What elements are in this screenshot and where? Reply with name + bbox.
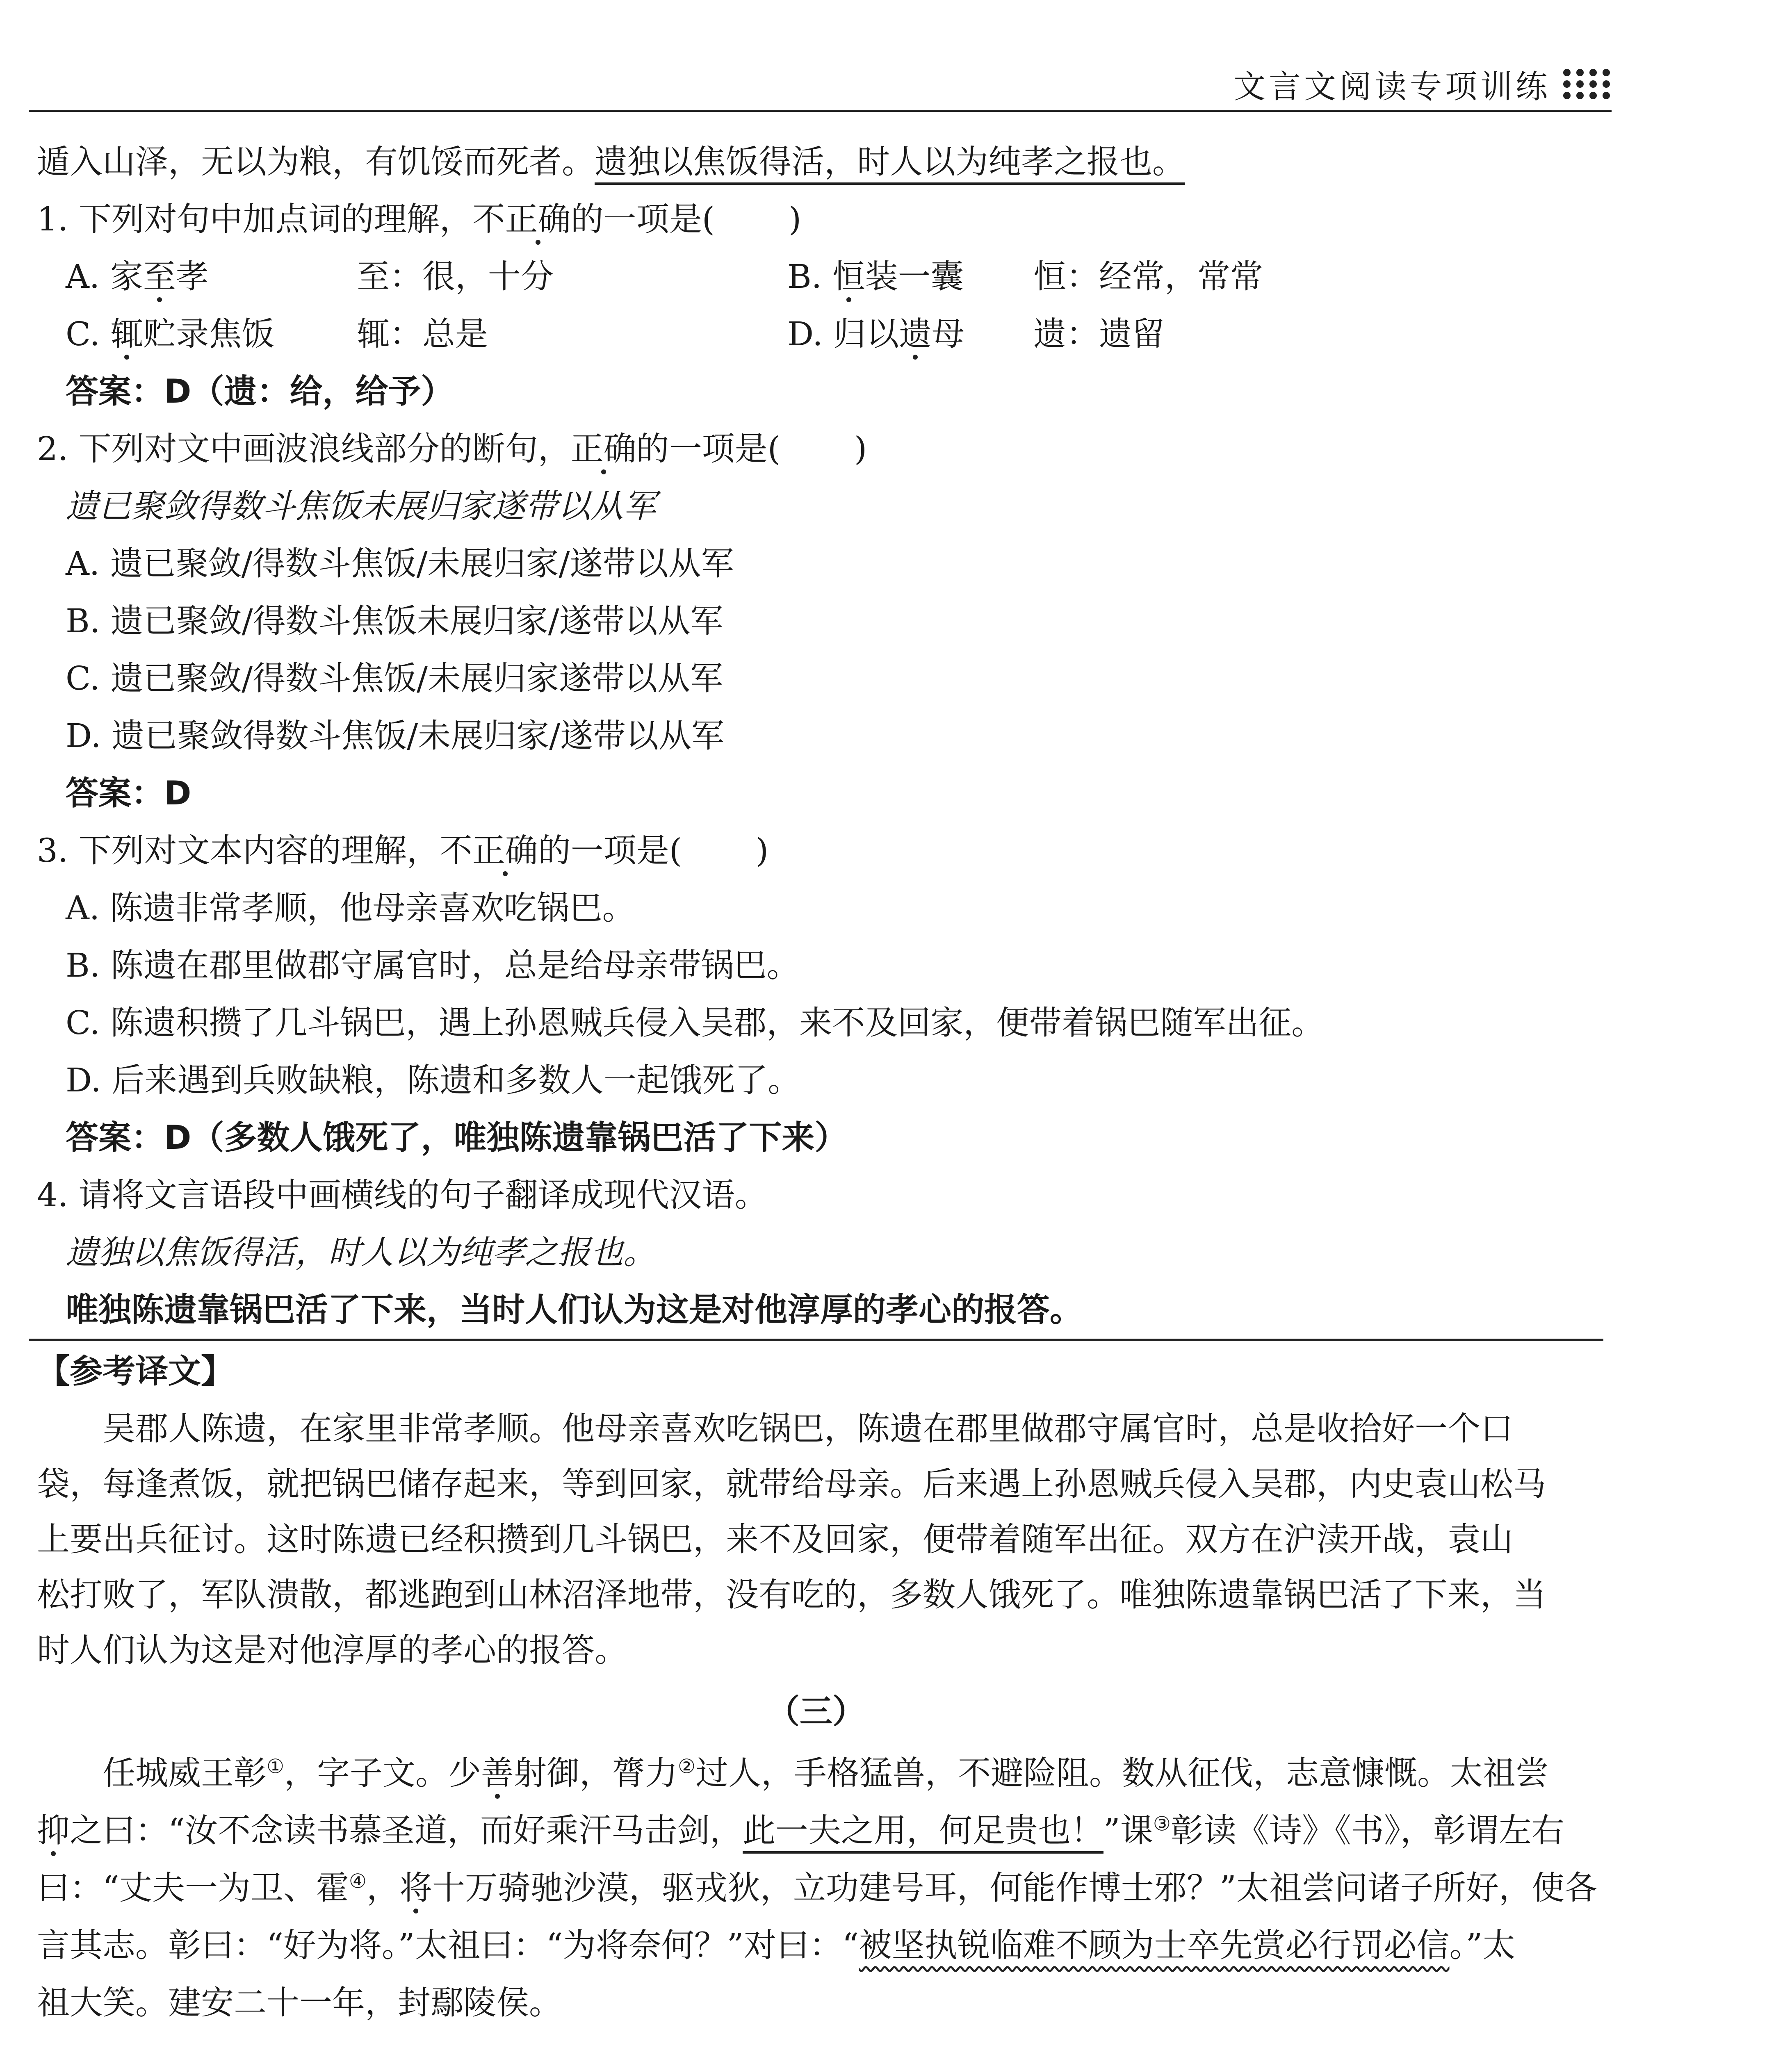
answer-q2: 答案：D — [66, 774, 192, 812]
passage-tail — [37, 139, 1185, 184]
translation-line: 上要出兵征讨。这时陈遗已经积攒到几斗锅巴，来不及回家，便带着随军出征。双方在沪渎开战，袁山 — [37, 1520, 1513, 1558]
option-c-explanation: 辄：总是 — [357, 315, 488, 353]
translation-line: 吴郡人陈遗，在家里非常孝顺。他母亲喜欢吃锅巴，陈遗在郡里做郡守属官时，总是收拾好一个口 — [103, 1410, 1513, 1448]
wavy-underlined-sentence: 被坚执锐临难不顾为士卒先赏必行罚必信 — [859, 1926, 1450, 1964]
section-title: （三） — [767, 1692, 865, 1731]
page-header — [1233, 61, 1612, 107]
option-a: A. 家至孝 — [66, 257, 209, 296]
option-b: B. 恒装一囊 — [787, 257, 964, 296]
section-divider — [29, 1339, 1603, 1341]
question-3-stem: 3. 下列对文本内容的理解，不正确的一项是( ) — [37, 831, 769, 870]
option-c: C. 辄贮录焦饭 — [66, 315, 275, 353]
translation-line: 袋，每逢煮饭，就把锅巴储存起来，等到回家，就带给母亲。后来遇上孙恩贼兵侵入吴郡，内史袁山松马 — [37, 1465, 1546, 1503]
answer-q4: 唯独陈遗靠锅巴活了下来，当时人们认为这是对他淳厚的孝心的报答。 — [66, 1291, 1083, 1329]
passage-text: 遁入山泽，无以为粮，有饥馁而死者。 — [37, 143, 595, 181]
question-2-sentence: 遗已聚敛得数斗焦饭未展归家遂带以从军 — [66, 487, 656, 525]
option-c: C. 陈遗积攒了几斗锅巴，遇上孙恩贼兵侵入吴郡，来不及回家，便带着锅巴随军出征。 — [66, 1004, 1325, 1042]
decorative-dots-icon — [1563, 69, 1612, 99]
answer-q1: 答案：D（遗：给，给予） — [66, 372, 454, 410]
answer-q3: 答案：D（多数人饿死了，唯独陈遗靠锅巴活了下来） — [66, 1118, 848, 1157]
passage-line: 抑之曰：“汝不念读书慕圣道，而好乘汗马击剑，此一夫之用，何足贵也！”课③彰读《诗》《书》，彰谓左右 — [37, 1808, 1564, 1853]
header-rule — [29, 110, 1612, 112]
question-1-stem: 1. 下列对句中加点词的理解，不正确的一项是( ) — [37, 200, 802, 238]
passage-line: 祖大笑。建安二十一年，封鄢陵侯。 — [37, 1984, 562, 2022]
header-title: 文言文阅读专项训练 — [1233, 68, 1551, 105]
question-2-stem: 2. 下列对文中画波浪线部分的断句，正确的一项是( ) — [37, 430, 867, 468]
option-d: D. 后来遇到兵败缺粮，陈遗和多数人一起饿死了。 — [66, 1061, 801, 1099]
passage-line: 言其志。彰曰：“好为将。”太祖曰：“为将奈何？”对曰：“被坚执锐临难不顾为士卒先赏必行罚必信。”太 — [37, 1926, 1516, 1964]
option-b-explanation: 恒：经常，常常 — [1033, 257, 1263, 296]
underlined-sentence: 遗独以焦饭得活，时人以为纯孝之报也。 — [595, 143, 1185, 185]
translation-line: 松打败了，军队溃散，都逃跑到山林沼泽地带，没有吃的，多数人饿死了。唯独陈遗靠锅巴活了下来，当 — [37, 1576, 1546, 1614]
question-4-sentence: 遗独以焦饭得活，时人以为纯孝之报也。 — [66, 1233, 656, 1271]
option-a: A. 遗已聚敛/得数斗焦饭/未展归家/遂带以从军 — [66, 544, 734, 583]
option-d: D. 遗已聚敛得数斗焦饭/未展归家/遂带以从军 — [66, 717, 725, 755]
passage-line: 曰：“丈夫一为卫、霍④，将十万骑驰沙漠，驱戎狄，立功建号耳，何能作博士邪？”太祖尝问诸子所好，使各 — [37, 1869, 1597, 1907]
option-b: B. 遗已聚敛/得数斗焦饭未展归家/遂带以从军 — [66, 602, 723, 640]
option-d-explanation: 遗：遗留 — [1033, 315, 1165, 353]
option-b: B. 陈遗在郡里做郡守属官时，总是给母亲带锅巴。 — [66, 946, 800, 984]
question-4-stem: 4. 请将文言语段中画横线的句子翻译成现代汉语。 — [37, 1176, 768, 1214]
option-c: C. 遗已聚敛/得数斗焦饭/未展归家遂带以从军 — [66, 659, 723, 697]
option-d: D. 归以遗母 — [787, 315, 965, 353]
translation-heading: 【参考译文】 — [37, 1352, 234, 1390]
option-a-explanation: 至：很，十分 — [357, 257, 554, 296]
passage-line: 任城威王彰①，字子文。少善射御，膂力②过人，手格猛兽，不避险阻。数从征伐，志意慷慨。太祖尝 — [103, 1754, 1549, 1792]
translation-line: 时人们认为这是对他淳厚的孝心的报答。 — [37, 1631, 627, 1669]
option-a: A. 陈遗非常孝顺，他母亲喜欢吃锅巴。 — [66, 889, 635, 927]
